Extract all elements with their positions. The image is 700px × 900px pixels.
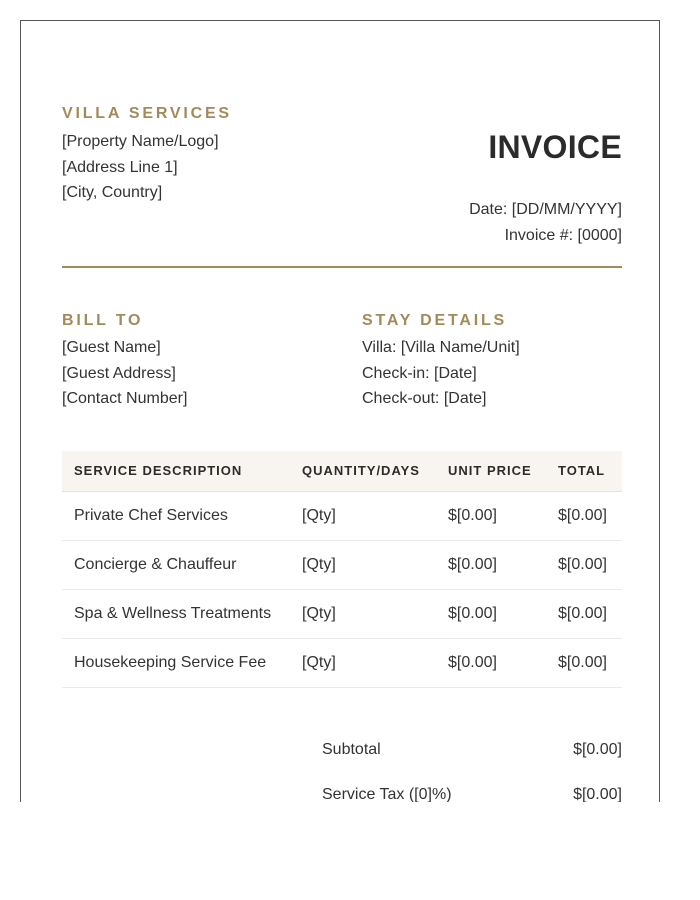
table-header-row [62,451,622,491]
service-tax-value: $[0.00] [573,786,622,802]
service-description: Spa & Wellness Treatments [62,589,290,638]
column-header-total: TOTAL [546,451,622,491]
service-total: $[0.00] [546,491,622,540]
property-name: [Property Name/Logo] [62,133,219,150]
invoice-page [20,20,660,802]
column-header-description: SERVICE DESCRIPTION [62,451,290,491]
column-header-quantity: QUANTITY/DAYS [290,451,436,491]
service-total: $[0.00] [546,638,622,687]
guest-name: [Guest Name] [62,339,161,356]
service-description: Housekeeping Service Fee [62,638,290,687]
check-out: Check-out: [Date] [362,390,487,407]
invoice-date: Date: [DD/MM/YYYY] [469,201,622,218]
service-total: $[0.00] [546,589,622,638]
city-country: [City, Country] [62,184,163,201]
table-row [62,589,622,638]
service-description: Private Chef Services [62,491,290,540]
subtotal-label: Subtotal [322,741,381,758]
subtotal-value: $[0.00] [573,741,622,758]
service-quantity: [Qty] [290,589,436,638]
service-unit-price: $[0.00] [436,589,546,638]
address-line: [Address Line 1] [62,158,178,176]
stay-details-block [362,312,520,412]
check-in: Check-in: [Date] [362,364,477,382]
invoice-meta [469,197,622,249]
bill-to-heading: BILL TO [62,312,144,329]
header-divider [62,266,622,268]
invoice-title: INVOICE [488,129,622,165]
table-row [62,540,622,589]
guest-address: [Guest Address] [62,364,176,382]
invoice-number: Invoice #: [0000] [504,227,622,244]
service-unit-price: $[0.00] [436,540,546,589]
sender-address [62,129,219,206]
service-quantity: [Qty] [290,491,436,540]
villa-name: Villa: [Villa Name/Unit] [362,339,520,356]
service-total: $[0.00] [546,540,622,589]
brand-name: VILLA SERVICES [62,105,232,122]
table-row [62,491,622,540]
services-table [62,451,622,688]
service-quantity: [Qty] [290,540,436,589]
stay-details-heading: STAY DETAILS [362,312,508,329]
table-row [62,638,622,687]
service-quantity: [Qty] [290,638,436,687]
totals-block [322,737,622,802]
contact-number: [Contact Number] [62,390,188,407]
service-tax-label: Service Tax ([0]%) [322,786,452,802]
service-description: Concierge & Chauffeur [62,540,290,589]
bill-to-block [62,312,187,412]
service-unit-price: $[0.00] [436,491,546,540]
subtotal-row [322,737,622,782]
column-header-unit-price: UNIT PRICE [436,451,546,491]
service-unit-price: $[0.00] [436,638,546,687]
service-tax-row [322,782,622,802]
